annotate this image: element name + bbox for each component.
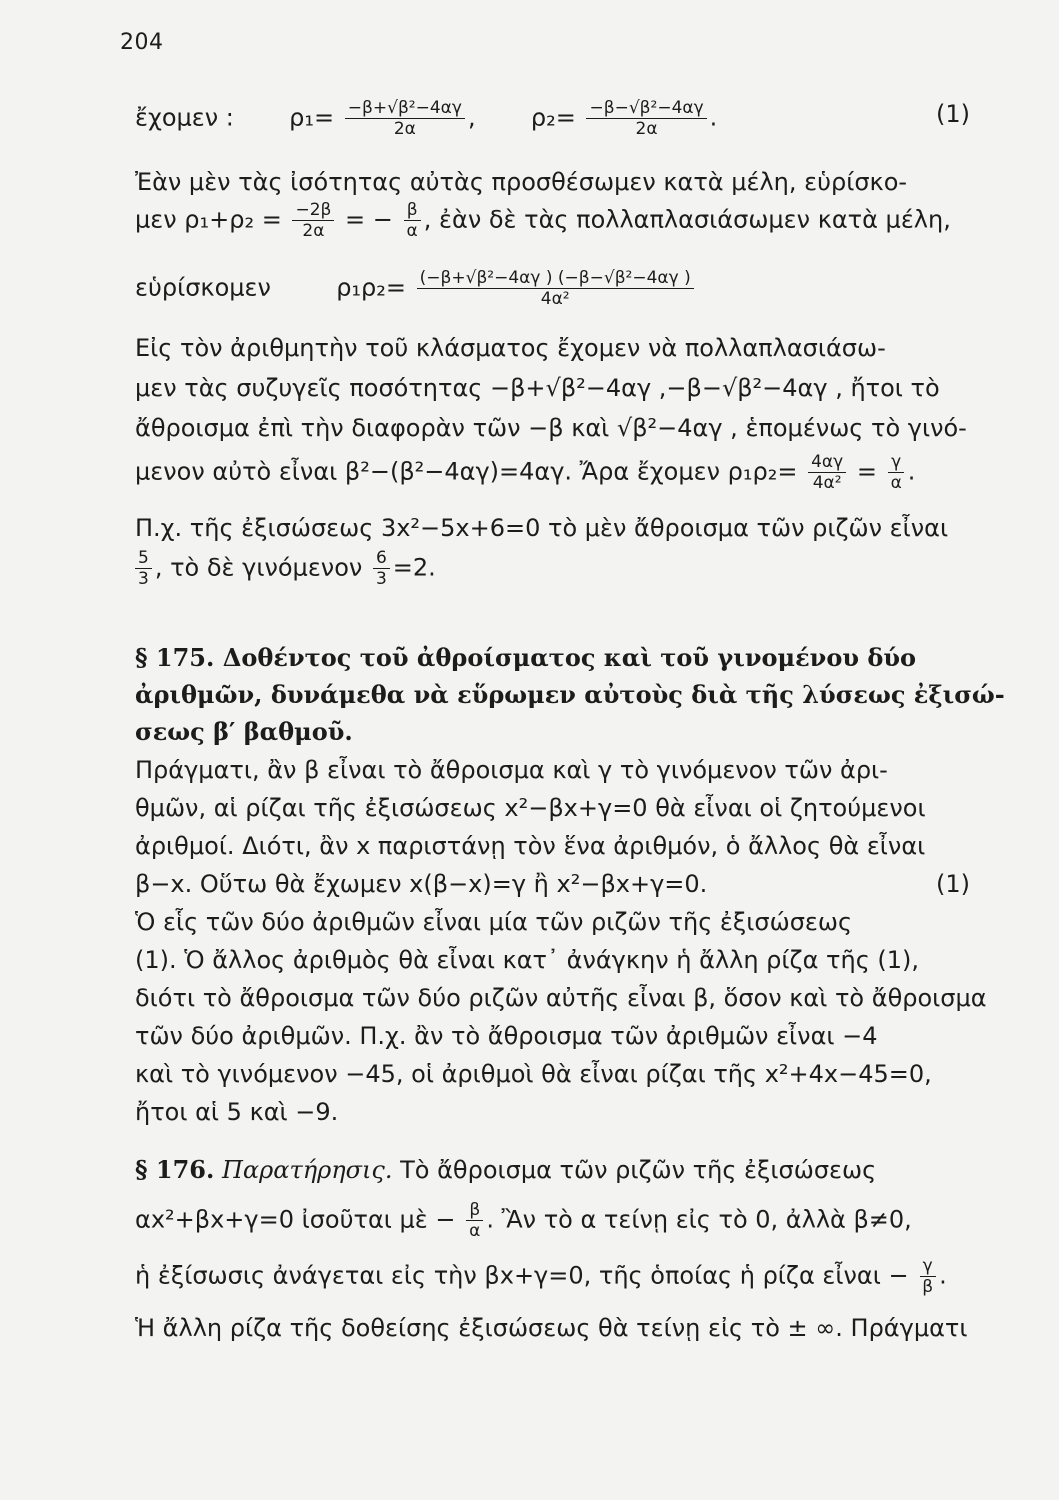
rho1-label: ρ₁= xyxy=(289,103,335,132)
five-thirds-fraction xyxy=(135,548,152,589)
example-result: =2. xyxy=(392,553,436,582)
beta-denominator: β xyxy=(922,1277,934,1297)
equals: = xyxy=(856,457,877,486)
text-line: θμῶν, αἱ ρίζαι τῆς ἐξισώσεως x²−βx+γ=0 θὰ εἶναι οἱ ζητούμενοι xyxy=(135,794,926,822)
sum-prefix: μεν ρ₁+ρ₂ = xyxy=(135,205,282,234)
section-176-heading xyxy=(135,1154,970,1186)
product-fraction xyxy=(417,268,694,309)
gamma-alpha-fraction xyxy=(888,452,905,493)
period: . xyxy=(907,457,916,486)
section-176-title: Παρατήρησις. xyxy=(222,1156,393,1184)
linear-root-line xyxy=(135,1256,970,1297)
text-line: τῶν δύο ἀριθμῶν. Π.χ. ἂν τὸ ἄθροισμα τῶν ἀριθμῶν εἶναι −4 xyxy=(135,1022,878,1050)
sum-suffix: , ἐὰν δὲ τὰς πολλαπλασιάσωμεν κατὰ μέλη, xyxy=(423,205,951,234)
linear-root-prefix: ἡ ἐξίσωσις ἀνάγεται εἰς τὴν βx+γ=0, τῆς ὁποίας ἡ ρίζα εἶναι − xyxy=(135,1261,909,1290)
text-line: (1). Ὁ ἄλλος ἀριθμὸς θὰ εἶναι κατ᾽ ἀνάγκην ἡ ἄλλη ρίζα τῆς (1), xyxy=(135,946,920,974)
three-denominator: 3 xyxy=(375,569,387,589)
product-label: ρ₁ρ₂= xyxy=(336,273,407,302)
text-euriskomen: εὑρίσκομεν xyxy=(135,273,271,302)
beta-numerator: β xyxy=(466,1200,483,1221)
example-line: Π.χ. τῆς ἐξισώσεως 3x²−5x+6=0 τὸ μὲν ἄθροισμα τῶν ριζῶν εἶναι xyxy=(135,514,949,542)
text-line: καὶ τὸ γινόμενον −45, οἱ ἀριθμοὶ θὰ εἶναι ρίζαι τῆς x²+4x−45=0, xyxy=(135,1060,932,1088)
alpha-denominator: α xyxy=(890,473,902,493)
roots-formula-line xyxy=(135,98,970,139)
sum-result-numerator: β xyxy=(404,200,421,221)
six-thirds-fraction xyxy=(373,548,390,589)
rho1-numerator: −β+√β²−4αγ xyxy=(345,98,465,119)
equation-number: (1) xyxy=(936,100,970,128)
text-line: μεν τὰς συζυγεῖς ποσότητας −β+√β²−4αγ ,−β−√β²−4αγ , ἤτοι τὸ xyxy=(135,374,940,402)
text-line: Πράγματι, ἂν β εἶναι τὸ ἄθροισμα καὶ γ τὸ γινόμενον τῶν ἀρι- xyxy=(135,756,888,784)
alpha-denominator: α xyxy=(469,1221,481,1241)
sum-ratio-line xyxy=(135,1200,970,1241)
text-line: διότι τὸ ἄθροισμα τῶν δύο ριζῶν αὐτῆς εἶναι β, ὅσον καὶ τὸ ἄθροισμα xyxy=(135,984,987,1012)
text-line: ἤτοι αἱ 5 καὶ −9. xyxy=(135,1098,339,1126)
section-175-heading-line-3: σεως β′ βαθμοῦ. xyxy=(135,717,353,746)
rho2-numerator: −β−√β²−4αγ xyxy=(586,98,706,119)
period: . xyxy=(709,103,718,132)
text-line: Εἰς τὸν ἀριθμητὴν τοῦ κλάσματος ἔχομεν νὰ πολλαπλασιάσω- xyxy=(135,334,886,362)
rho2-denominator: 2α xyxy=(635,119,658,139)
sum-result-fraction xyxy=(404,200,421,241)
section-175-heading-line-1: § 175. Δοθέντος τοῦ ἀθροίσματος καὶ τοῦ γινομένου δύο xyxy=(135,643,916,672)
product-numerator: (−β+√β²−4αγ ) (−β−√β²−4αγ ) xyxy=(417,268,694,289)
rho1-denominator: 2α xyxy=(393,119,416,139)
section-176-label: § 176. xyxy=(135,1155,215,1184)
product-line xyxy=(135,268,970,309)
five-numerator: 5 xyxy=(135,548,152,569)
text-line: ἀριθμοί. Διότι, ἂν x παριστάνῃ τὸν ἕνα ἀριθμόν, ὁ ἄλλος θὰ εἶναι xyxy=(135,832,926,860)
rho2-label: ρ₂= xyxy=(530,103,576,132)
section-176-rest: Τὸ ἄθροισμα τῶν ριζῶν τῆς ἐξισώσεως xyxy=(400,1156,877,1184)
sum-of-roots-line xyxy=(135,200,970,241)
rho2-fraction xyxy=(586,98,706,139)
text-line: Ἐὰν μὲν τὰς ἰσότητας αὐτὰς προσθέσωμεν κατὰ μέλη, εὑρίσκο- xyxy=(135,168,908,196)
sum-ratio-suffix: . Ἂν τὸ α τείνῃ εἰς τὸ 0, ἀλλὰ β≠0, xyxy=(486,1205,912,1234)
gamma-beta-fraction xyxy=(919,1256,936,1297)
sum-numerator: −2β xyxy=(292,200,334,221)
text-line: ἄθροισμα ἐπὶ τὴν διαφορὰν τῶν −β καὶ √β²−4αγ , ἑπομένως τὸ γινό- xyxy=(135,414,967,442)
three-denominator: 3 xyxy=(138,569,149,589)
comma: , xyxy=(467,103,476,132)
product-result-numerator: 4αγ xyxy=(808,452,846,473)
product-denominator: 4α² xyxy=(540,289,570,309)
sum-ratio-prefix: αx²+βx+γ=0 ἰσοῦται μὲ − xyxy=(135,1205,456,1234)
text-echomen: ἔχομεν : xyxy=(135,103,234,132)
equation-number: (1) xyxy=(936,870,970,898)
sum-fraction xyxy=(292,200,334,241)
equation-text: β−x. Οὕτω θὰ ἔχωμεν x(β−x)=γ ἢ x²−βx+γ=0. xyxy=(135,870,708,898)
section-175-heading-line-2: ἀριθμῶν, δυνάμεθα νὰ εὕρωμεν αὐτοὺς διὰ τῆς λύσεως ἐξισώ- xyxy=(135,680,1005,709)
product-result-prefix: μενον αὐτὸ εἶναι β²−(β²−4αγ)=4αγ. Ἄρα ἔχομεν ρ₁ρ₂= xyxy=(135,457,798,486)
sum-result-denominator: α xyxy=(406,221,418,241)
product-result-fraction xyxy=(808,452,846,493)
sum-denominator: 2α xyxy=(302,221,325,241)
example-mid-text: , τὸ δὲ γινόμενον xyxy=(154,553,363,582)
six-numerator: 6 xyxy=(373,548,390,569)
product-result-denominator: 4α² xyxy=(812,473,842,493)
text-line: Ἡ ἄλλη ρίζα τῆς δοθείσης ἐξισώσεως θὰ τείνῃ εἰς τὸ ± ∞. Πράγματι xyxy=(135,1314,968,1342)
product-result-line xyxy=(135,452,970,493)
rho1-fraction xyxy=(345,98,465,139)
period: . xyxy=(939,1261,947,1290)
page-number: 204 xyxy=(120,30,164,55)
equation-line xyxy=(135,868,970,900)
text-line: Ὁ εἷς τῶν δύο ἀριθμῶν εἶναι μία τῶν ριζῶν τῆς ἐξισώσεως xyxy=(135,908,853,936)
sum-mid: = − xyxy=(345,205,393,234)
gamma-numerator: γ xyxy=(888,452,904,473)
beta-alpha-fraction xyxy=(466,1200,483,1241)
gamma-numerator: γ xyxy=(920,1256,936,1277)
example-result-line xyxy=(135,548,970,589)
